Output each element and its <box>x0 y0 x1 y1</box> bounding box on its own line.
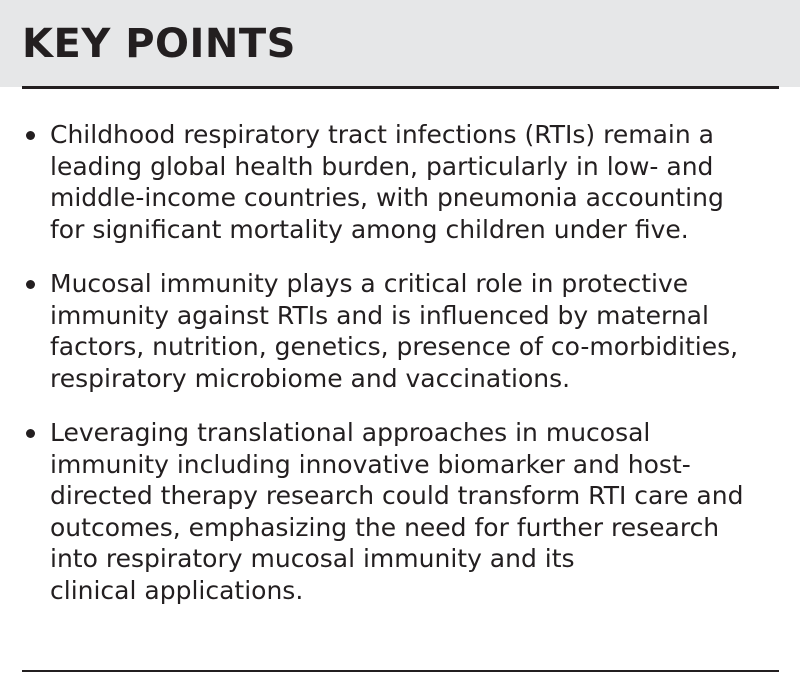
bullet-icon <box>26 280 35 289</box>
key-point-3 <box>22 417 782 606</box>
key-point-line: respiratory microbiome and vaccinations. <box>50 363 571 393</box>
key-point-line: immunity against RTIs and is influenced by maternal <box>50 300 709 330</box>
key-point-line: for significant mortality among children under five. <box>50 214 689 244</box>
bullet-icon <box>26 131 35 140</box>
key-points-header <box>0 0 800 87</box>
key-point-line: immunity including innovative biomarker and host- <box>50 449 691 479</box>
bottom-divider <box>22 670 779 672</box>
key-point-line: Childhood respiratory tract infections (RTIs) remain a <box>50 120 714 149</box>
key-points-list <box>22 119 782 629</box>
key-point-1 <box>22 119 782 245</box>
key-point-line: directed therapy research could transform RTI care and <box>50 481 744 510</box>
key-point-line: leading global health burden, particularly in low- and <box>50 151 714 181</box>
key-point-line: middle-income countries, with pneumonia accounting <box>50 183 724 212</box>
key-point-line: Mucosal immunity plays a critical role in protective <box>50 269 689 298</box>
key-point-line: outcomes, emphasizing the need for further research <box>50 512 720 542</box>
key-points-title: KEY POINTS <box>22 21 296 67</box>
key-point-line: Leveraging translational approaches in mucosal <box>50 418 651 447</box>
key-point-2 <box>22 268 782 394</box>
header-divider <box>22 86 779 89</box>
key-point-line: into respiratory mucosal immunity and its <box>50 544 575 573</box>
key-point-line: factors, nutrition, genetics, presence of co-morbidities, <box>50 332 739 361</box>
key-point-line: clinical applications. <box>50 575 304 605</box>
bullet-icon <box>26 429 35 438</box>
